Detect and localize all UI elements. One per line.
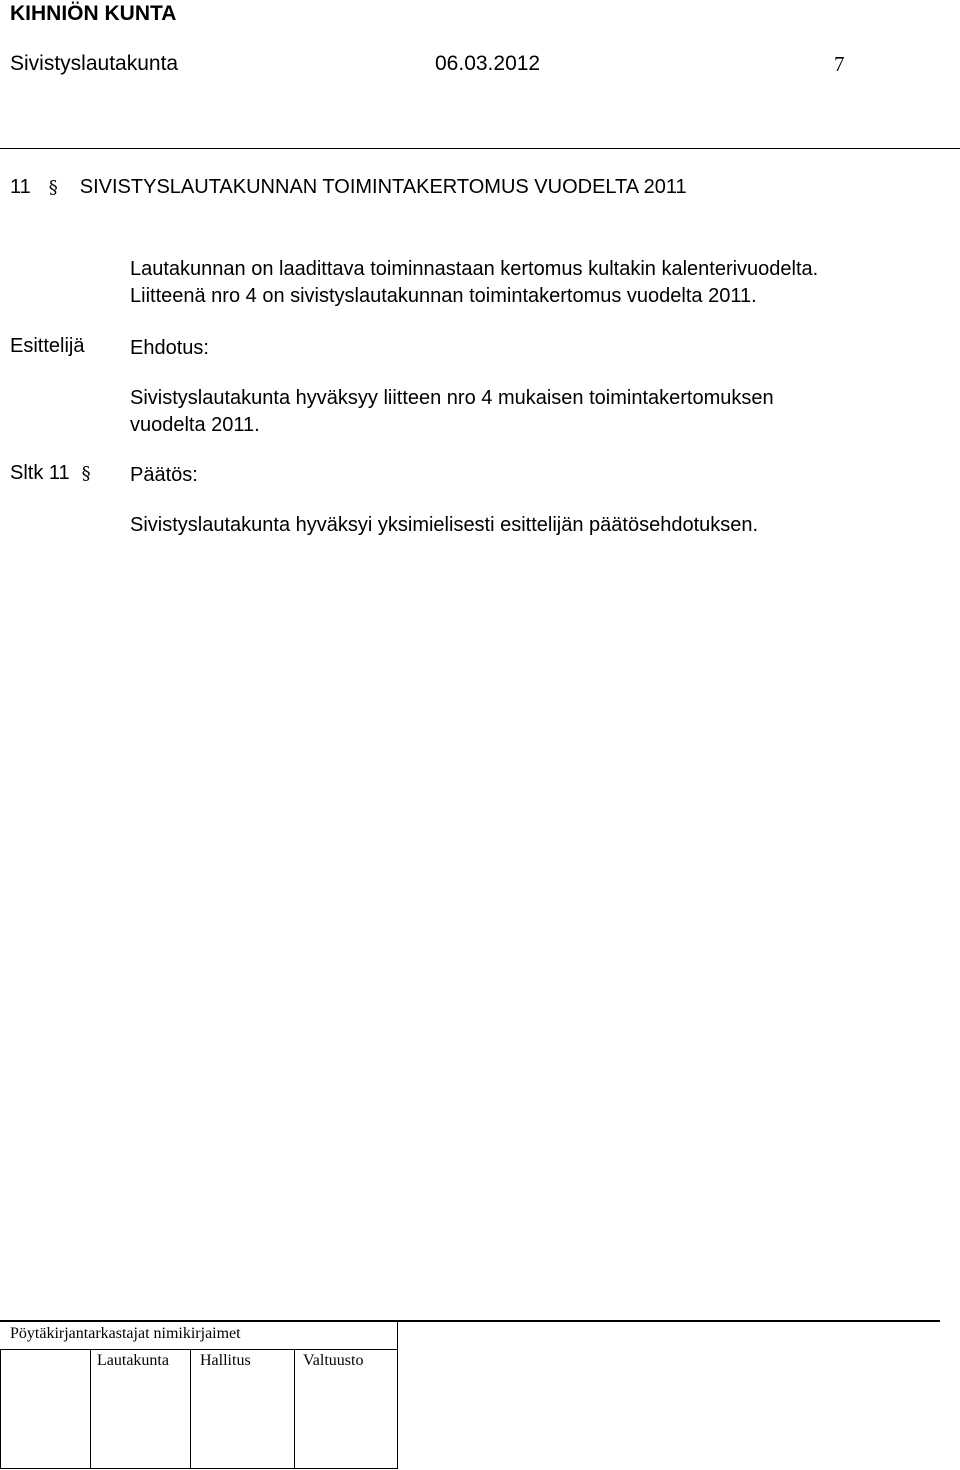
section-title: SIVISTYSLAUTAKUNNAN TOIMINTAKERTOMUS VUODELTA 2011 xyxy=(79,176,687,198)
signature-col-divider xyxy=(90,1349,91,1468)
intro-line-2: Liitteenä nro 4 on sivistyslautakunnan toimintakertomus vuodelta 2011. xyxy=(130,285,757,307)
signature-col-hallitus: Hallitus xyxy=(200,1352,251,1369)
section-sign: § xyxy=(48,177,58,198)
meeting-date: 06.03.2012 xyxy=(435,52,541,75)
signature-col-divider xyxy=(294,1349,295,1468)
page-number: 7 xyxy=(834,52,845,76)
signature-mid-rule xyxy=(0,1349,397,1350)
presenter-label: Esittelijä xyxy=(10,335,85,357)
intro-line-1: Lautakunnan on laadittava toiminnastaan kertomus kultakin kalenterivuodelta. xyxy=(130,258,819,280)
signature-col-valtuusto: Valtuusto xyxy=(303,1352,364,1369)
proposal-label: Ehdotus: xyxy=(130,337,209,359)
signature-title: Pöytäkirjantarkastajat nimikirjaimet xyxy=(10,1325,241,1342)
signature-left-rule xyxy=(0,1349,1,1468)
organization-name: KIHNIÖN KUNTA xyxy=(10,2,177,25)
section-heading xyxy=(10,176,687,199)
committee-name: Sivistyslautakunta xyxy=(10,52,179,75)
decision-reference xyxy=(10,462,91,485)
section-number: 11 xyxy=(10,176,31,198)
proposal-line-1: Sivistyslautakunta hyväksyy liitteen nro 4 mukaisen toimintakertomuksen xyxy=(130,387,774,409)
header-divider xyxy=(0,148,960,149)
decision-ref-label: Sltk 11 xyxy=(10,462,70,484)
signature-block xyxy=(0,1320,940,1470)
signature-box xyxy=(0,1322,398,1469)
signature-col-lautakunta: Lautakunta xyxy=(97,1352,169,1369)
decision-text: Sivistyslautakunta hyväksyi yksimielisesti esittelijän päätösehdotuksen. xyxy=(130,514,759,536)
decision-label: Päätös: xyxy=(130,464,198,486)
signature-col-divider xyxy=(190,1349,191,1468)
proposal-line-2: vuodelta 2011. xyxy=(130,414,260,436)
decision-ref-sign: § xyxy=(81,463,91,484)
